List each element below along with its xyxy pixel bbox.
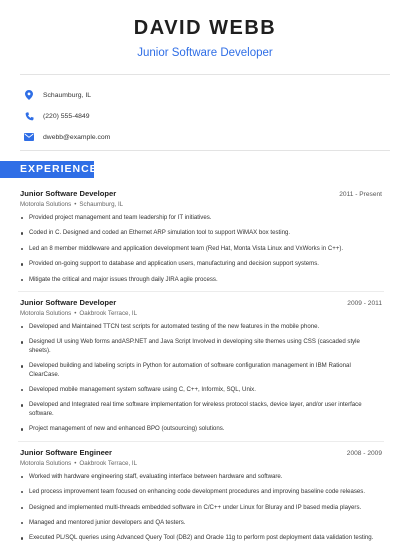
list-item: Designed UI using Web forms andASP.NET and Java Script Involved in developing site themes using CSS (cascaded style sheets). bbox=[20, 338, 382, 355]
contact-phone-text: (220) 555-4849 bbox=[43, 112, 90, 120]
contact-location-text: Schaumburg, IL bbox=[43, 91, 91, 99]
job-company: Motorola Solutions bbox=[20, 201, 72, 208]
list-item: Led process improvement team focused on enhancing code development procedures and improving baseline code releases. bbox=[20, 488, 382, 496]
candidate-title: Junior Software Developer bbox=[137, 47, 273, 59]
phone-icon bbox=[22, 109, 36, 123]
job-bullets bbox=[20, 473, 382, 543]
experience-heading: EXPERIENCE bbox=[0, 161, 94, 178]
contact-phone bbox=[22, 106, 410, 126]
job-location: Schaumburg, IL bbox=[79, 201, 124, 208]
job-title: Junior Software Engineer bbox=[20, 447, 112, 457]
job-company-line: Motorola Solutions • Oakbrook Terrace, IL bbox=[20, 310, 138, 318]
resume-header bbox=[0, 0, 410, 60]
job-location: Oakbrook Terrace, IL bbox=[79, 310, 138, 318]
job-bullets bbox=[20, 214, 382, 284]
job-company-line: Motorola Solutions • Oakbrook Terrace, IL bbox=[20, 459, 138, 467]
list-item: Designed and implemented multi-threads embedded software in C/C++ under Linux for Bluray and IP based media players. bbox=[20, 504, 382, 512]
list-item: Managed and mentored junior developers and QA testers. bbox=[20, 519, 382, 527]
mail-icon bbox=[22, 130, 36, 144]
list-item: Coded in C. Designed and coded an Ethernet ARP simulation tool to support WiMAX box testing. bbox=[20, 229, 382, 237]
job-company: Motorola Solutions bbox=[20, 459, 72, 467]
list-item: Developed and Integrated real time software implementation for wireless protocol stacks, device layer, and/or user interface software. bbox=[20, 401, 382, 418]
list-item: Worked with hardware engineering staff, evaluating interface between hardware and software. bbox=[20, 473, 382, 481]
location-pin-icon bbox=[22, 88, 36, 102]
experience-list bbox=[20, 189, 382, 550]
list-item: Executed PL/SQL queries using Advanced Query Tool (DB2) and Oracle 11g to perform post deployment data validation testing. bbox=[20, 534, 382, 542]
list-item: Developed mobile management system software using C, C++, Informix, SQL, Unix. bbox=[20, 386, 382, 394]
job-date: 2009 - 2011 bbox=[347, 300, 382, 308]
job-company: Motorola Solutions bbox=[20, 310, 72, 318]
job-title: Junior Software Developer bbox=[20, 298, 117, 308]
job-divider bbox=[18, 441, 384, 442]
job-date: 2008 - 2009 bbox=[346, 449, 382, 457]
job-location: Oakbrook Terrace, IL bbox=[79, 459, 138, 467]
list-item: Provided project management and team leadership for IT initiatives. bbox=[20, 214, 382, 222]
contact-section bbox=[0, 75, 410, 147]
contact-divider bbox=[20, 150, 390, 151]
job-entry bbox=[20, 298, 382, 434]
candidate-name: DAVID WEBB bbox=[133, 17, 277, 39]
contact-email bbox=[22, 127, 410, 147]
job-bullets bbox=[20, 323, 382, 434]
job-date: 2011 - Present bbox=[339, 191, 382, 198]
job-entry bbox=[20, 189, 382, 284]
list-item: Led an 8 member middleware and application development team (Red Hat, Monta Vista Linux and VxWorks in C++). bbox=[20, 245, 382, 253]
contact-location bbox=[22, 85, 410, 105]
job-entry bbox=[20, 448, 382, 543]
job-divider bbox=[18, 291, 384, 292]
job-company-line: Motorola Solutions • Schaumburg, IL bbox=[20, 201, 124, 208]
contact-email-text: dwebb@example.com bbox=[43, 133, 111, 141]
job-title: Junior Software Developer bbox=[20, 189, 117, 198]
list-item: Mitigate the critical and major issues through daily JIRA agile process. bbox=[20, 276, 382, 284]
list-item: Provided on-going support to database and application users, manufacturing and decision support systems. bbox=[20, 260, 382, 268]
list-item: Developed building and labeling scripts in Python for automation of software configuration management in IBM Rational ClearCase. bbox=[20, 362, 382, 379]
list-item: Project management of new and enhanced BPO (outsourcing) solutions. bbox=[20, 425, 382, 433]
list-item: Developed and Maintained TTCN test scripts for automated testing of the new features in the mobile phone. bbox=[20, 323, 382, 331]
